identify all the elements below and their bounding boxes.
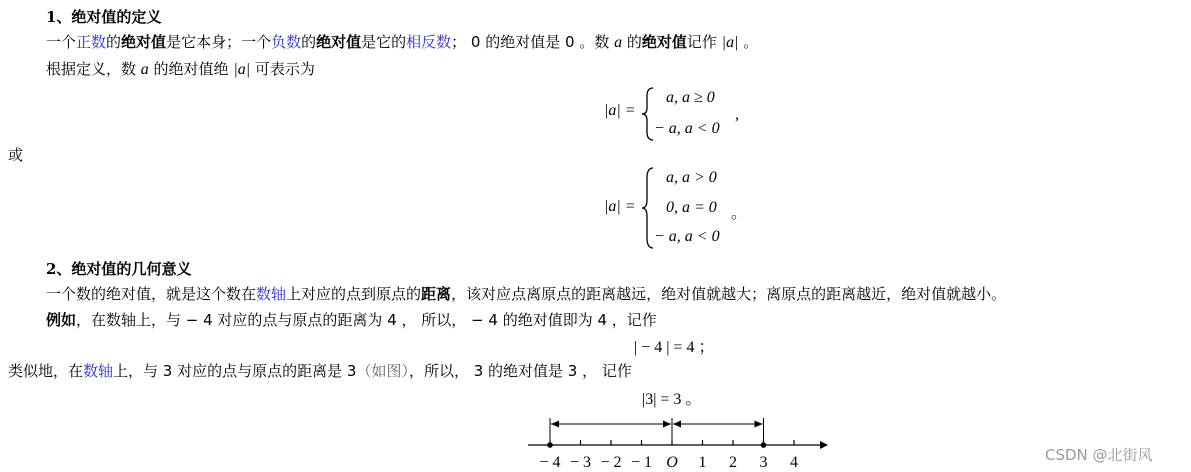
link-number-axis[interactable]: 数轴 [83,362,114,380]
text: 上，与 3 对应的点与原点的距离是 3 [113,362,357,380]
var-a: a [140,61,149,78]
formula-case-2: 0, a = 0 [666,199,717,216]
formula-case-2: − a, a < 0 [654,120,720,137]
text: 类似地，在 [8,362,84,380]
left-brace-icon [641,86,655,142]
text: ，该对应点离原点的距离越远，绝对值就越大；离原点的距离越近，绝对值就越小。 [451,285,1007,303]
bold-absolute-value: 绝对值 [121,33,167,51]
text: 可表示为 [250,60,315,78]
definition-line-1 [46,31,758,52]
tick-label: 1 [698,454,707,471]
formula-case-1: a, a ≥ 0 [666,89,715,106]
text: ，所以， 3 的绝对值是 3 ， 记作 [408,362,632,380]
text: 的 [106,33,122,51]
formula-abs-3: |3| = 3 。 [642,391,702,408]
tick-label: − 2 [600,454,622,471]
tick-label: − 1 [630,454,653,471]
text: ； 0 的绝对值是 0 。数 [451,33,615,51]
tick-label: O [666,454,678,471]
number-line-figure [520,412,830,472]
section-1-heading: 1、绝对值的定义 [46,8,162,26]
arrowhead-icon [755,421,763,428]
tick-label: 2 [729,454,737,471]
formula-lhs: |a| = [604,102,636,119]
geometry-line-2 [46,309,657,330]
arrowhead-icon [663,421,671,428]
link-negative-number[interactable]: 负数 [271,33,302,51]
var-a: a [614,34,623,51]
formula-abs-neg4: | − 4 | = 4 ； [634,339,715,356]
formula-lhs: |a| = [604,198,636,215]
figure-ref: （如图） [356,362,409,380]
or-text: 或 [8,146,24,164]
section-2-heading: 2、绝对值的几何意义 [46,260,192,278]
text: 记作 [686,33,722,51]
link-number-axis[interactable]: 数轴 [256,285,287,303]
left-brace-icon [641,166,655,250]
text: 上对应的点到原点的 [286,285,422,303]
definition-line-2 [46,58,315,79]
arrowhead-icon [673,421,681,428]
text: ，在数轴上，与 − 4 对应的点与原点的距离为 4 ， 所以， − 4 的绝对值即为 4 ，记作 [76,311,657,329]
text: 是它的 [361,33,407,51]
tick-label: 3 [759,454,768,471]
formula-end: 。 [731,205,748,222]
bold-absolute-value: 绝对值 [316,33,362,51]
geometry-line-3 [8,360,632,381]
bold-distance: 距离 [421,285,452,303]
text: 是它本身；一个 [166,33,272,51]
axis-arrow-icon [820,441,828,449]
abs-a: |a| [721,34,739,51]
arrowhead-icon [551,421,559,428]
text: 。 [738,33,759,51]
bold-absolute-value: 绝对值 [641,33,687,51]
watermark: CSDN @北街风 [1045,446,1153,464]
text: 一个 [46,33,77,51]
link-positive-number[interactable]: 正数 [76,33,107,51]
abs-a: |a| [233,61,251,78]
tick-label: 4 [790,454,798,471]
formula-case-3: − a, a < 0 [654,228,720,245]
text: 一个数的绝对值，就是这个数在 [46,285,257,303]
tick-label: − 4 [539,454,561,471]
text: 根据定义，数 [46,60,141,78]
formula-end: , [735,106,739,123]
tick-label: − 3 [569,454,592,471]
link-opposite-number[interactable]: 相反数 [406,33,452,51]
formula-case-1: a, a > 0 [666,169,717,186]
bold-example: 例如 [46,311,77,329]
text: 的 [622,33,642,51]
geometry-line-1 [46,283,1006,304]
text: 的绝对值绝 [148,60,234,78]
text: 的 [301,33,317,51]
